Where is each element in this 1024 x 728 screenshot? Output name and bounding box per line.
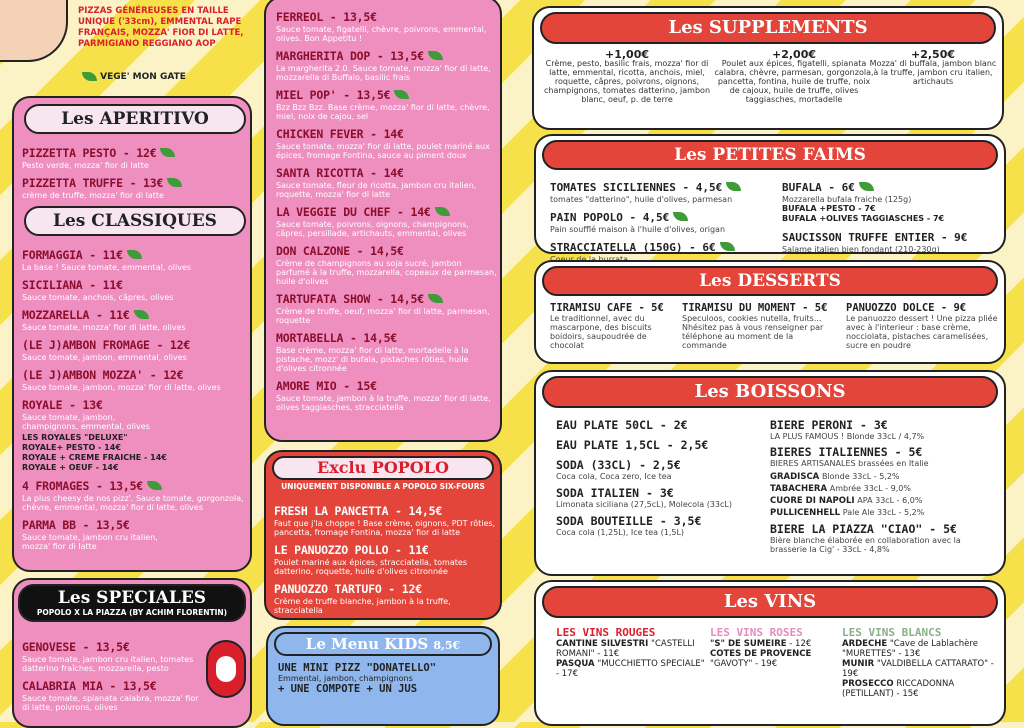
beer-row: TABACHERA Ambrée 33cL - 9,0% [770,484,911,494]
menu-item: SICILIANA - 11€ Sauce tomate, anchois, câpres, olives [22,278,174,302]
speciales-panel [12,578,252,728]
menu-item: CALABRIA MIA - 13,5€ Sauce tomate, spianata calabra, mozza' fior di latte, poivrons, olives [22,679,199,712]
dessert-item: TIRAMISU DU MOMENT - 5€ Speculoos, cookies nutella, fruits... Nhésitez pas à vous renseigner par téléphone au moment de la commande [682,302,828,350]
speciales-title: Les SPECIALES [57,588,207,608]
menu-item: PARMA BB - 13,5€ Sauce tomate, jambon cru italien, mozza' fior di latte [22,518,158,551]
boissons-title: Les BOISSONS [694,381,846,402]
leaf-icon [428,294,443,303]
drink-item: EAU PLATE 1,5CL - 2,5€ [556,438,709,452]
desserts-panel [534,260,1006,364]
kids-line1-desc: Emmental, jambon, champignons [278,674,413,683]
petites-faims-header [542,140,998,170]
menu-item: PIZZETTA TRUFFE - 13€ crème de truffe, mozza' fior di latte [22,172,248,200]
menu-item: BUFALA - 6€ Mozzarella bufala fraiche (125g) [782,181,912,204]
dessert-item: PANUOZZO DOLCE - 9€ Le panuozzo dessert ! Une pizza pliée avec à l'interieur : base crème, nocciolata, pistaches caramelisées, sucre en poudre [846,302,998,350]
menu-item: MARGHERITA DOP - 13,5€ La margherita 2.0. Sauce tomate, mozza' fior di latte, mozzarella di Buffalo, basilic frais [276,49,491,82]
aperitivo-header [24,104,246,134]
menu-item: CHICKEN FEVER - 14€ Sauce tomate, mozza' fior di latte, poulet mariné aux épices, fromage Fontina, sauce au piment doux [276,127,490,160]
petites-faims-left [550,174,770,264]
wine-item: PASQUA "MUCCHIETTO SPECIALE" - 17€ [556,659,705,679]
menu-item: (LE J)AMBON FROMAGE - 12€ Sauce tomate, jambon, emmental, olives [22,338,191,362]
leaf-icon [82,72,97,81]
left-menu-panel [12,96,252,572]
middle-menu-panel [264,0,502,442]
vege-label: VEGE' MON GATE [100,72,186,82]
menu-item: SAUCISSON TRUFFE ENTIER - 9€ Salame italien bien fondant (210-230g) [782,231,968,254]
menu-item: MIEL POP' - 13,5€ Bzz Bzz Bzz. Base crème, mozza' fior di latte, chèvre, miel, noix de cajou, sel [276,88,490,121]
menu-item: ROYALE - 13€ Sauce tomate, jambon, champignons, emmental, olives [22,398,150,431]
supplement-col: +1,00€ Crème, pesto, basilic frais, mozza' fior di latte, emmental, ricotta, anchois, miel, roquette, câpres, poivrons, oignons, champignons, tomates datterino, jambon blanc, oeuf, p. de terre [543,48,711,104]
menu-item: FRESH LA PANCETTA - 14,5€ Faut que j'la choppe ! Base crème, oignons, PDT rôties, pancetta, fromage Fontina, mozza' fior di latte [274,504,496,537]
dessert-item: TIRAMISU CAFE - 5€ Le traditionnel, avec du mascarpone, des biscuits boidoirs, saupoudrée de chocolat [550,302,664,350]
speciales-subtitle: POPOLO X LA PIAZZA (BY ACHIM FLORENTIN) [36,608,228,617]
menu-item: PAIN POPOLO - 4,5€ Pain soufflé maison à l'huile d'olives, origan [550,211,726,234]
menu-item: MORTABELLA - 14,5€ Base crème, mozza' fior di latte, mortadelle à la pistache, mozz' di bufala, pistaches rôties, huile d'olives citronnée [276,331,469,373]
boissons-header [542,376,998,408]
menu-item: SANTA RICOTTA - 14€ Sauce tomate, fleur de ricotta, jambon cru italien, roquette, mozza' fior di latte [276,166,477,199]
leaf-icon [160,148,175,157]
wine-item: MUNIR "VALDIBELLA CATTARATO" - 19€ [842,659,994,679]
desserts-title: Les DESSERTS [699,271,841,291]
supplement-col: +2,00€ Poulet aux épices, figatelli, spianata calabra, chèvre, parmesan, gorgonzola, pancetta, fontina, huile de truffe, noix de cajoux, huile de truffe, olives taggiasches, mortadelle [714,48,874,104]
beer-row: CUORE DI NAPOLI APA 33cL - 6,0% [770,496,923,506]
supplements-header [540,12,996,44]
exclu-panel [264,450,502,620]
wine-item: CANTINE SILVESTRI "CASTELLI ROMANI" - 11€ [556,639,695,659]
leaf-icon [147,481,162,490]
petites-faims-panel [534,134,1006,254]
vege-legend [78,72,186,82]
menu-item: FORMAGGIA - 11€ La base ! Sauce tomate, emmental, olives [22,248,192,272]
speciales-header [18,584,246,622]
intro-text: PIZZAS GÉNÉREUSES EN TAILLE UNIQUE ('33cm), EMMENTAL RAPE FRANÇAIS, MOZZA' FIOR DI LATTE, PARMIGIANO REGGIANO AOP [78,6,244,49]
menu-item: TOMATES SICILIENNES - 4,5€ tomates "datterino", huile d'olives, parmesan [550,176,770,204]
boissons-right [770,416,1000,554]
kids-header [274,632,492,656]
leaf-icon [720,242,735,251]
boissons-panel [534,370,1006,576]
boissons-left [556,416,766,537]
drink-item: BIERE LA PIAZZA "CIAO" - 5€ Bière blanche élaborée en collaboration avec la brasserie la Cig' - 33cL - 4,8% [770,522,961,554]
drink-item: SODA ITALIEN - 3€ Limonata siciliana (27,5cL), Molecola (33cL) [556,486,732,509]
menu-item: LE PANUOZZO POLLO - 11€ Poulet mariné aux épices, stracciatella, tomates datterino, roquette, huile d'olives citronnée [274,543,467,576]
kids-title: Le Menu KIDS [305,635,429,653]
menu-item: TARTUFATA SHOW - 14,5€ Crème de truffe, oeuf, mozza' fior di latte, parmesan, roquette [276,292,490,325]
leaf-icon [859,182,874,191]
drink-item: SODA BOUTEILLE - 3,5€ Coca cola (1,25L), Ice tea (1,5L) [556,514,702,537]
leaf-icon [726,182,741,191]
vins-rouges: LES VINS ROUGES CANTINE SILVESTRI "CASTELLI ROMANI" - 11€ PASQUA "MUCCHIETTO SPECIALE" - 17€ [556,626,705,679]
menu-item: DON CALZONE - 14,5€ Crème de champignons au soja sucré, jambon parfumé à la truffe, mozzarella, copeaux de parmesan, huile d'olives [276,244,497,286]
menu-item: GENOVESE - 13,5€ Sauce tomate, jambon cru italien, tomates datterino fraîches, mozzarella, pesto [22,640,194,673]
vins-panel [534,580,1006,726]
middle-list [276,4,498,412]
supplements-title: Les SUPPLEMENTS [668,17,868,38]
menu-item: PANUOZZO TARTUFO - 12€ Crème de truffe blanche, jambon à la truffe, stracciatella [274,582,451,615]
speciales-list [22,634,202,712]
kids-price: 8,5€ [433,639,461,652]
petites-faims-title: Les PETITES FAIMS [674,145,866,165]
kids-panel [266,626,500,726]
kids-line2: + UNE COMPOTE + UN JUS [278,683,418,695]
beer-row: PULLICENHELL Pale Ale 33cL - 5,2% [770,508,925,518]
menu-item: BUFALA +PESTO - 7€ [782,204,876,213]
menu-item: FERREOL - 13,5€ Sauce tomate, figatelli, chèvre, poivrons, emmental, olives. Bon Appetitu ! [276,10,487,43]
leaf-icon [127,250,142,259]
menu-item: STRACCIATELLA (150G) - 6€ [550,236,770,264]
classiques-header [24,206,246,236]
desserts-header [542,266,998,296]
drink-item: BIERE PERONI - 3€ LA PLUS FAMOUS ! Blonde 33cL / 4,7% [770,418,925,441]
leaf-icon [435,207,450,216]
classiques-list [22,242,248,551]
vins-header [542,586,998,618]
leaf-icon [134,310,149,319]
menu-item: LA VEGGIE DU CHEF - 14€ Sauce tomate, poivrons, oignons, champignons, câpres, persillade, artichauts, emmental, olives [276,205,469,238]
beer-row: GRADISCA Blonde 33cL - 5,2% [770,472,900,482]
aperitivo-title: Les APERITIVO [61,109,209,129]
leaf-icon [428,51,443,60]
royales-deluxe: LES ROYALES "DELUXE" ROYALE+ PESTO - 14€ ROYALE + CREME FRAICHE - 14€ ROYALE + OEUF - 14€ [22,433,167,472]
leaf-icon [394,90,409,99]
supplements-panel [532,6,1004,130]
aperitivo-list [22,140,248,200]
vins-title: Les VINS [723,591,817,612]
drink-item: BIERES ITALIENNES - 5€ BIERES ARTISANALES brassées en Italie [770,445,929,468]
menu-item: AMORE MIO - 15€ Sauce tomate, jambon à la truffe, mozza' fior di latte, olives taggiasches, stracciatella [276,379,491,412]
classiques-title: Les CLASSIQUES [53,211,217,231]
kids-content [278,662,496,695]
wine-item: PROSECCO RICCADONNA (PETILLANT) - 15€ [842,679,955,699]
wine-item: COTES DE PROVENCE "GAVOTY" - 19€ [710,649,812,669]
leaf-icon [673,212,688,221]
menu-item: PIZZETTA PESTO - 12€ Pesto verde, mozza' fior di latte [22,142,248,170]
vins-blancs: LES VINS BLANCS ARDECHE "Cave de Lablachère "MURETTES" - 13€ MUNIR "VALDIBELLA CATTARATO" - 19€ PROSECCO RICCADONNA (PETILLANT) - 15€ [842,626,1002,699]
mouth-icon [206,640,246,698]
menu-item: 4 FROMAGES - 13,5€ La plus cheesy de nos pizz'. Sauce tomate, gorgonzola, chèvre, emmental, mozza' fior di latte, olives [22,479,244,512]
kids-line1: UNE MINI PIZZ "DONATELLO" [278,662,437,674]
wine-item: "S" DE SUMEIRE - 12€ [710,639,812,649]
leaf-icon [167,178,182,187]
menu-item: MOZZARELLA - 11€ Sauce tomate, mozza' fior di latte, olives [22,308,186,332]
menu-item: (LE J)AMBON MOZZA' - 12€ Sauce tomate, jambon, mozza' fior di latte, olives [22,368,221,392]
intro-hand [0,0,68,62]
wine-item: ARDECHE "Cave de Lablachère "MURETTES" - 13€ [842,639,978,659]
vins-roses: LES VINS ROSES "S" DE SUMEIRE - 12€ COTES DE PROVENCE "GAVOTY" - 19€ [710,626,838,669]
supplement-col: +2,50€ Mozza' di buffala, jambon blanc à la truffe, jambon cru italien, artichauts [869,48,997,86]
petites-faims-right [782,174,1002,254]
drink-item: SODA (33CL) - 2,5€ Coca cola, Coca zero, Ice tea [556,458,681,481]
drink-item: EAU PLATE 50CL - 2€ [556,418,688,432]
menu-item: BUFALA +OLIVES TAGGIASCHES - 7€ [782,214,945,223]
exclu-title: Exclu POPOLO [317,458,449,477]
exclu-list [274,498,496,615]
exclu-header [272,456,494,480]
beer-list [770,471,1000,519]
exclu-subtitle: UNIQUEMENT DISPONIBLE A POPOLO SIX-FOURS [281,482,485,491]
